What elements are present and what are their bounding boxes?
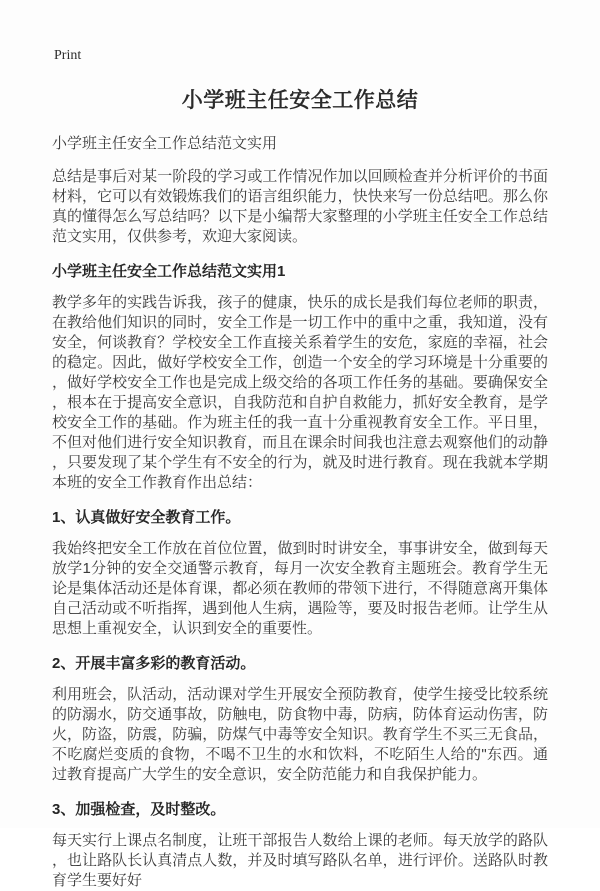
section-heading-2: 2、开展丰富多彩的教育活动。 bbox=[52, 655, 256, 672]
section-3-paragraph: 每天实行上课点名制度，让班干部报告人数给上课的老师。每天放学的路队，也让路队长认真清点人数，并及时填写路队名单，进行评价。送路队时教育学生要好好 bbox=[52, 832, 548, 889]
sample-heading-1: 小学班主任安全工作总结范文实用1 bbox=[52, 263, 286, 280]
section-heading-3: 3、加强检查，及时整改。 bbox=[52, 801, 226, 818]
page-title: 小学班主任安全工作总结 bbox=[181, 89, 419, 112]
section-1-paragraph: 我始终把安全工作放在首位位置，做到时时讲安全，事事讲安全，做到每天放学1分钟的安全交通警示教育，每月一次安全教育主题班会。教育学生无论是集体活动还是体育课，都必须在教师的带领下进行，不得随意离开集体自己活动或不听指挥，遇到他人生病，遇险等，要及时报告老师。让学生从思想上重视安全，认识到安全的重要性。 bbox=[52, 540, 548, 637]
section-heading-1: 1、认真做好安全教育工作。 bbox=[52, 509, 241, 526]
section-2-paragraph: 利用班会，队活动，活动课对学生开展安全预防教育，使学生接受比较系统的防溺水，防交通事故，防触电，防食物中毒，防病，防体育运动伤害，防火，防盗，防震，防骗，防煤气中毒等安全知识。教育学生不买三无食品，不吃腐烂变质的食物，不喝不卫生的水和饮料，不吃陌生人给的"东西。通过教育提高广大学生的安全意识，安全防范能力和自我保护能力。 bbox=[52, 686, 548, 783]
page-subtitle: 小学班主任安全工作总结范文实用 bbox=[52, 135, 278, 152]
overview-paragraph: 教学多年的实践告诉我，孩子的健康，快乐的成长是我们每位老师的职责，在教给他们知识的同时，安全工作是一切工作中的重中之重，我知道，没有安全，何谈教育？学校安全工作直接关系着学生的安危，家庭的幸福，社会的稳定。因此，做好学校安全工作，创造一个安全的学习环境是十分重要的，做好学校安全工作也是完成上级交给的各项工作任务的基础。要确保安全，根本在于提高安全意识，自我防范和自护自救能力，抓好安全教育，是学校安全工作的基础。作为班主任的我一直十分重视教育安全工作。平日里，不但对他们进行安全知识教育，而且在课余时间我也注意去观察他们的动静，只要发现了某个学生有不安全的行为，就及时进行教育。现在我就本学期本班的安全工作教育作出总结： bbox=[52, 294, 548, 491]
print-link[interactable]: Print bbox=[54, 48, 82, 63]
intro-paragraph: 总结是事后对某一阶段的学习或工作情况作加以回顾检查并分析评价的书面材料，它可以有效锻炼我们的语言组织能力，快快来写一份总结吧。那么你真的懂得怎么写总结吗？以下是小编帮大家整理的小学班主任安全工作总结范文实用，仅供参考，欢迎大家阅读。 bbox=[52, 168, 548, 245]
